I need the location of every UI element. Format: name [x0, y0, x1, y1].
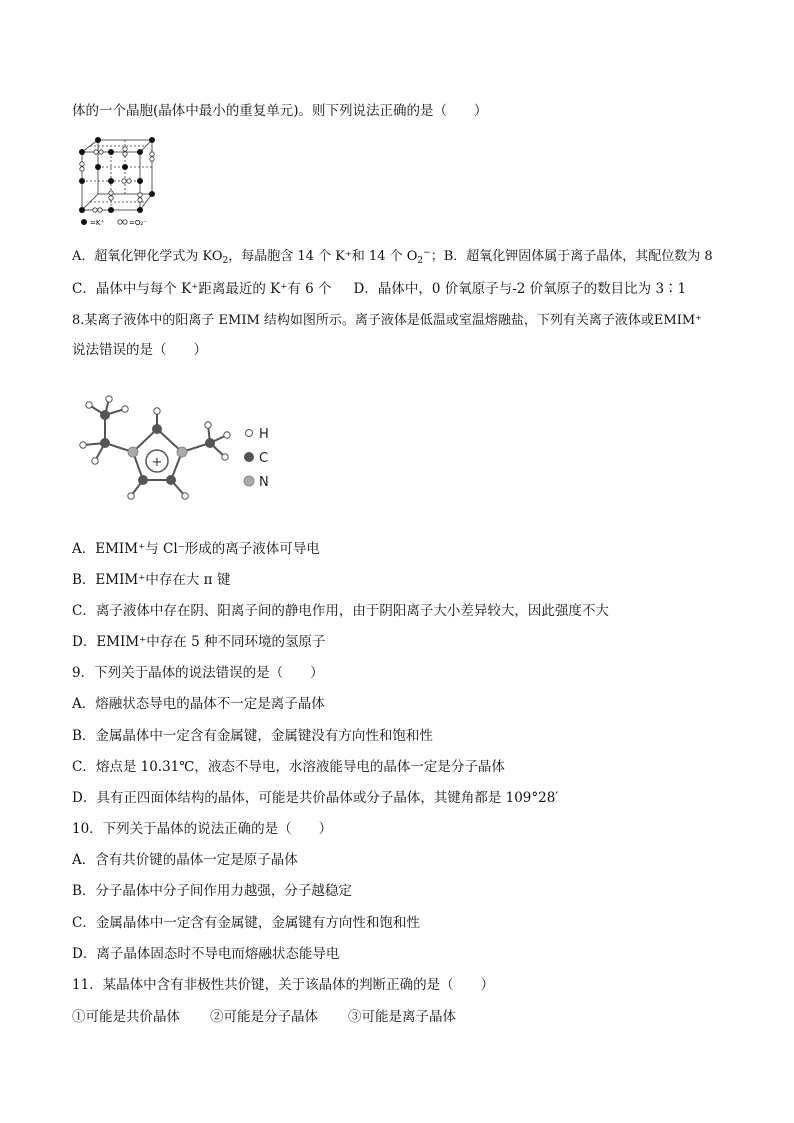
emim-structure-figure [75, 393, 285, 503]
q11-choices [72, 1007, 456, 1027]
q8-option-a: A．EMIM⁺与 Cl⁻形成的离子液体可导电 [72, 541, 320, 557]
q10-option-b: B．分子晶体中分子间作用力越强，分子越稳定 [72, 883, 352, 899]
q8-option-c: C．离子液体中存在阴、阳离子间的静电作用，由于阴阳离子大小差异较大，因此强度不大 [72, 603, 609, 619]
q9-option-a: A．熔融状态导电的晶体不一定是离子晶体 [72, 696, 325, 712]
q7-option-d: D．晶体中，0 价氧原子与-2 价氧原子的数目比为 3∶1 [353, 281, 687, 297]
q8-option-b: B．EMIM⁺中存在大 π 键 [72, 572, 231, 588]
ring-charge-symbol: + [151, 455, 163, 470]
legend-k-label: =K⁺ [90, 219, 105, 227]
q8-stem-line2: 说法错误的是（ ） [72, 342, 207, 358]
q9-stem: 9．下列关于晶体的说法错误的是（ ） [72, 665, 324, 681]
legend-c-label: C [259, 451, 269, 466]
q11-choice-3: ③可能是离子晶体 [348, 1009, 456, 1025]
q10-option-d: D．离子晶体固态时不导电而熔融状态能导电 [72, 946, 340, 962]
q7-option-a: A．超氧化钾化学式为 $KO_2$，每晶胞含 14 个 K⁺和 14 个 $O_2^-$；B．超氧化钾固体属于离子晶体，其配位数为 8 [72, 248, 713, 266]
q8-stem-line1: 8.某离子液体中的阳离子 EMIM 结构如图所示。离子液体是低温或室温熔融盐，下列有关离子液体或EMIM⁺ [72, 313, 703, 328]
q10-option-a: A．含有共价键的晶体一定是原子晶体 [72, 852, 298, 868]
q11-choice-1: ①可能是共价晶体 [72, 1009, 180, 1025]
q9-option-d: D．具有正四面体结构的晶体，可能是共价晶体或分子晶体，其键角都是 109°28′ [72, 790, 559, 806]
q9-option-c: C．熔点是 10.31℃，液态不导电，水溶液能导电的晶体一定是分子晶体 [72, 759, 505, 775]
legend-o-label: =O₂⁻ [129, 219, 147, 227]
q7-intro: 体的一个晶胞(晶体中最小的重复单元)。则下列说法正确的是（ ） [72, 103, 488, 119]
legend-n-label: N [259, 475, 269, 490]
q10-stem: 10．下列关于晶体的说法正确的是（ ） [72, 821, 333, 837]
q11-stem: 11．某晶体中含有非极性共价键，关于该晶体的判断正确的是（ ） [72, 977, 495, 993]
q7-option-c: C．晶体中与每个 K⁺距离最近的 K⁺有 6 个 D．晶体中，0 价氧原子与-2 价氧原子的数目比为 3∶1 [72, 281, 687, 297]
crystal-cell-figure [76, 134, 166, 230]
q11-choice-2: ②可能是分子晶体 [210, 1009, 318, 1025]
q8-option-d: D．EMIM⁺中存在 5 种不同环境的氢原子 [72, 634, 326, 650]
q9-option-b: B．金属晶体中一定含有金属键，金属键没有方向性和饱和性 [72, 728, 433, 744]
q10-option-c: C．金属晶体中一定含有金属键，金属键有方向性和饱和性 [72, 915, 420, 931]
legend-h-label: H [259, 427, 269, 442]
